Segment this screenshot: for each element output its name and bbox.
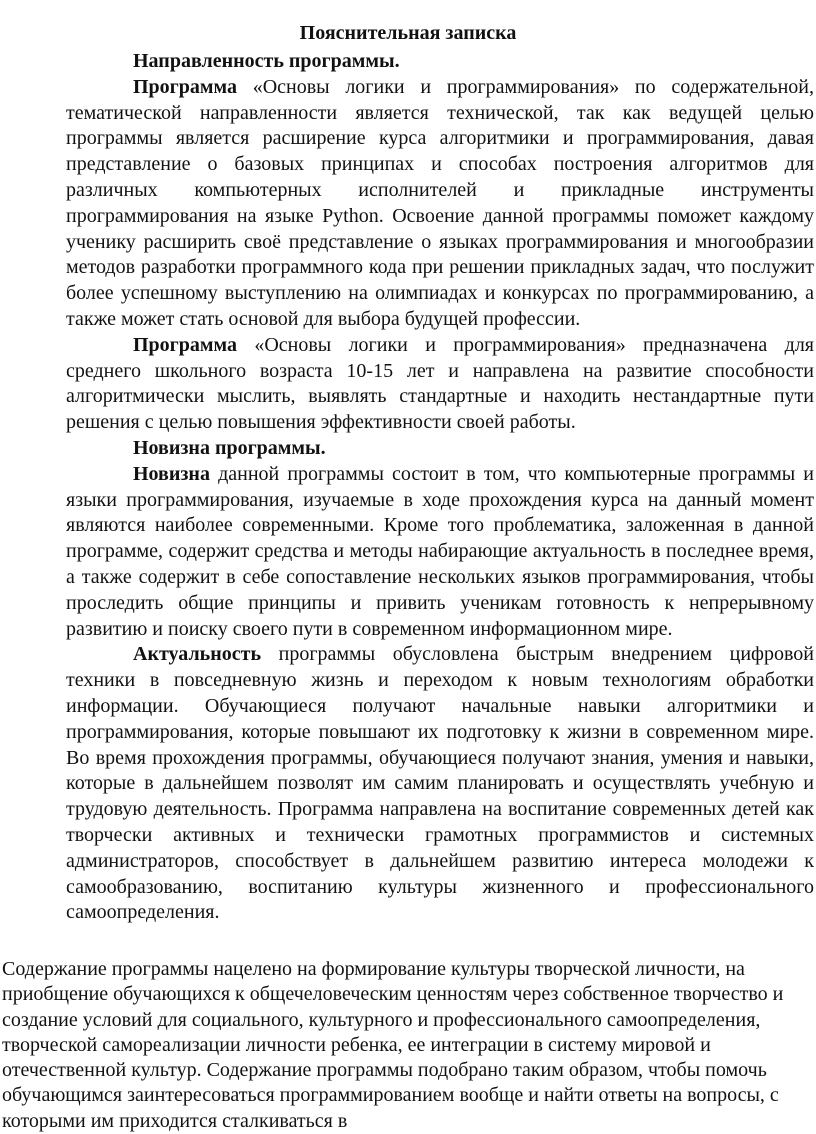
document-title: Пояснительная записка	[299, 22, 517, 44]
paragraph-lead: Программа	[133, 75, 237, 98]
paragraph-program-audience	[66, 333, 814, 436]
paragraph-lead: Актуальность	[133, 643, 262, 666]
paragraph-lead: Новизна	[133, 462, 210, 485]
paragraph-content-goals: Содержание программы нацелено на формирование культуры творческой личности, на приобщение обучающихся к общечеловеческим ценностям через собственное творчество и создание условий для социального, культурного и профессионального самоопределения, творческой самореализации личности ребенка, ее интеграции в систему мировой и отечественной культур. Содержание программы подобрано таким образом, чтобы помочь обучающимся заинтересоваться программированием вообще и найти ответы на вопросы, с которыми им приходится сталкиваться в	[2, 958, 784, 1132]
paragraph-text: «Основы логики и программирования» предназначена для среднего школьного возраста 10-15 лет и направлена на развитие способности алгоритмически мыслить, выявлять стандартные и находить нестандартные пути решения с целью повышения эффективности своей работы.	[66, 333, 814, 434]
direction-heading: Направленность программы.	[133, 50, 400, 72]
paragraph-lead: Программа	[133, 333, 237, 356]
paragraph-text: «Основы логики и программирования» по содержательной, тематической направленности является технической, так как ведущей целью программы является расширение курса алгоритмики и программирования, давая представление о базовых принципах и способах построения алгоритмов для различных компьютерных исполнителей и прикладные инструменты программирования на языке Python. Освоение данной программы поможет каждому ученику расширить своё представление о языках программирования и многообразии методов разработки программного кода при решении прикладных задач, что послужит более успешному выступлению на олимпиадах и конкурсах по программированию, а также может стать основой для выбора будущей профессии.	[66, 75, 814, 330]
paragraph-text: данной программы состоит в том, что компьютерные программы и языки программирования, изучаемые в ходе прохождения курса на данный момент являются наиболее современными. Кроме того проблематика, заложенная в данной программе, содержит средства и методы набирающие актуальность в последнее время, а также содержит в себе сопоставление нескольких языков программирования, чтобы проследить общие принципы и привить ученикам готовность к непрерывному развитию и поиску своего пути в современном информационном мире.	[66, 462, 814, 640]
paragraph-relevance	[66, 642, 814, 926]
paragraph-program-direction	[66, 75, 814, 333]
document-body	[66, 49, 814, 926]
novelty-heading: Новизна программы.	[133, 436, 326, 459]
paragraph-novelty	[66, 462, 814, 643]
paragraph-text: программы обусловлена быстрым внедрением цифровой техники в повседневную жизнь и переходом к новым технологиям обработки информации. Обучающиеся получают начальные навыки алгоритмики и программирования, которые повышают их подготовку к жизни в современном мире. Во время прохождения программы, обучающиеся получают знания, умения и навыки, которые в дальнейшем позволят им самим планировать и осуществлять учебную и трудовую деятельность. Программа направлена на воспитание современных детей как творчески активных и технически грамотных программистов и системных администраторов, способствует в дальнейшем развитию интереса молодежи к самообразованию, воспитанию культуры жизненного и профессионального самоопределения.	[66, 643, 814, 924]
